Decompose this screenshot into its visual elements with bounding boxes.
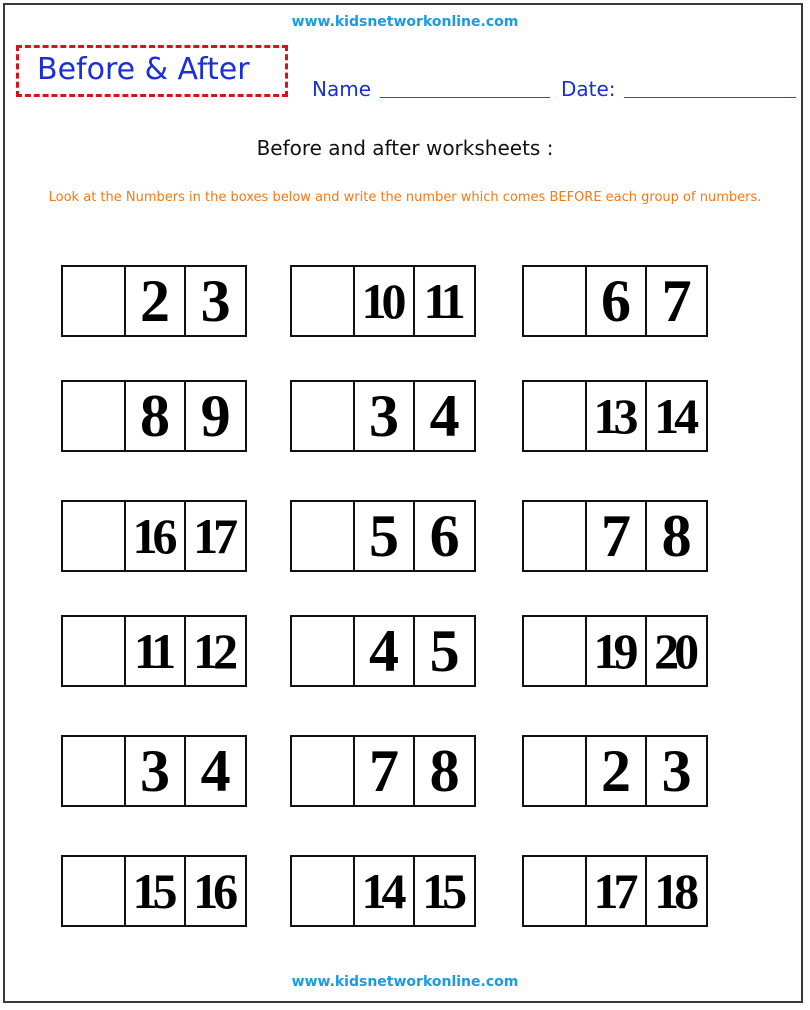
number-value: 16 xyxy=(132,508,173,564)
answer-box[interactable] xyxy=(292,267,353,335)
number-cell xyxy=(184,857,245,925)
number-value: 18 xyxy=(654,863,695,919)
number-group xyxy=(61,500,247,572)
number-group xyxy=(522,615,708,687)
number-cell xyxy=(413,617,474,685)
number-group xyxy=(522,380,708,452)
answer-box[interactable] xyxy=(524,617,585,685)
number-cell xyxy=(124,617,185,685)
name-label: Name xyxy=(312,77,372,101)
number-cell xyxy=(124,857,185,925)
number-cell xyxy=(413,857,474,925)
number-group xyxy=(290,380,476,452)
number-value: 20 xyxy=(654,623,695,679)
number-cell xyxy=(645,382,706,450)
number-value: 10 xyxy=(361,273,402,329)
number-cell xyxy=(353,617,414,685)
answer-box[interactable] xyxy=(63,502,124,570)
number-group xyxy=(61,265,247,337)
answer-box[interactable] xyxy=(524,382,585,450)
number-cell xyxy=(124,382,185,450)
number-value: 5 xyxy=(368,503,399,569)
number-value: 17 xyxy=(593,863,634,919)
number-value: 12 xyxy=(193,623,234,679)
number-value: 14 xyxy=(361,863,402,919)
title-box xyxy=(16,45,288,97)
number-cell xyxy=(124,502,185,570)
number-value: 3 xyxy=(200,268,231,334)
number-value: 15 xyxy=(132,863,173,919)
number-cell xyxy=(184,267,245,335)
number-cell xyxy=(585,737,646,805)
number-value: 15 xyxy=(422,863,463,919)
number-cell xyxy=(124,737,185,805)
number-group xyxy=(522,265,708,337)
number-cell xyxy=(184,382,245,450)
number-group xyxy=(290,615,476,687)
number-cell xyxy=(645,737,706,805)
number-cell xyxy=(353,382,414,450)
date-label: Date: xyxy=(561,77,616,101)
number-value: 3 xyxy=(139,738,170,804)
answer-box[interactable] xyxy=(524,267,585,335)
number-value: 11 xyxy=(423,273,461,329)
number-cell xyxy=(184,617,245,685)
number-value: 7 xyxy=(600,503,631,569)
number-cell xyxy=(124,267,185,335)
number-cell xyxy=(413,737,474,805)
number-group xyxy=(290,500,476,572)
number-cell xyxy=(413,267,474,335)
answer-box[interactable] xyxy=(63,382,124,450)
number-group xyxy=(522,735,708,807)
number-cell xyxy=(585,617,646,685)
number-value: 11 xyxy=(133,623,172,679)
number-cell xyxy=(353,502,414,570)
number-cell xyxy=(353,267,414,335)
number-cell xyxy=(413,502,474,570)
number-value: 6 xyxy=(600,268,631,334)
number-cell xyxy=(585,382,646,450)
number-cell xyxy=(585,267,646,335)
number-group xyxy=(61,615,247,687)
number-value: 16 xyxy=(193,863,234,919)
answer-box[interactable] xyxy=(524,737,585,805)
number-value: 13 xyxy=(593,388,634,444)
number-value: 3 xyxy=(368,383,399,449)
number-cell xyxy=(353,737,414,805)
page-heading: Before and after worksheets : xyxy=(256,136,554,160)
number-value: 8 xyxy=(661,503,692,569)
instructions: Look at the Numbers in the boxes below and write the number which comes BEFORE each group of numbers. xyxy=(48,190,762,205)
worksheet-page xyxy=(3,3,803,1003)
number-cell xyxy=(413,382,474,450)
answer-box[interactable] xyxy=(63,267,124,335)
answer-box[interactable] xyxy=(524,857,585,925)
answer-box[interactable] xyxy=(292,737,353,805)
number-group xyxy=(290,265,476,337)
number-group xyxy=(61,735,247,807)
name-field[interactable] xyxy=(380,97,550,98)
number-value: 9 xyxy=(200,383,231,449)
number-cell xyxy=(645,857,706,925)
number-value: 6 xyxy=(429,503,460,569)
number-value: 8 xyxy=(429,738,460,804)
number-value: 8 xyxy=(139,383,170,449)
number-cell xyxy=(184,737,245,805)
number-value: 7 xyxy=(661,268,692,334)
number-value: 7 xyxy=(368,738,399,804)
number-group xyxy=(290,735,476,807)
number-cell xyxy=(353,857,414,925)
number-cell xyxy=(184,502,245,570)
answer-box[interactable] xyxy=(524,502,585,570)
number-cell xyxy=(645,267,706,335)
number-group xyxy=(290,855,476,927)
number-value: 17 xyxy=(193,508,234,564)
number-group xyxy=(61,380,247,452)
site-link-top[interactable]: www.kidsnetworkonline.com xyxy=(291,14,519,30)
answer-box[interactable] xyxy=(292,617,353,685)
number-group xyxy=(61,855,247,927)
number-value: 5 xyxy=(429,618,460,684)
number-group xyxy=(522,855,708,927)
worksheet-title: Before & After xyxy=(37,52,250,87)
answer-box[interactable] xyxy=(63,617,124,685)
answer-box[interactable] xyxy=(63,737,124,805)
number-value: 4 xyxy=(200,738,231,804)
answer-box[interactable] xyxy=(292,382,353,450)
number-cell xyxy=(645,617,706,685)
number-value: 2 xyxy=(139,268,170,334)
answer-box[interactable] xyxy=(63,857,124,925)
answer-box[interactable] xyxy=(292,502,353,570)
number-value: 19 xyxy=(593,623,634,679)
number-group xyxy=(522,500,708,572)
site-link-bottom[interactable]: www.kidsnetworkonline.com xyxy=(291,974,519,990)
answer-box[interactable] xyxy=(292,857,353,925)
number-cell xyxy=(585,502,646,570)
number-value: 2 xyxy=(600,738,631,804)
number-cell xyxy=(585,857,646,925)
number-value: 14 xyxy=(654,388,695,444)
number-value: 4 xyxy=(429,383,460,449)
date-field[interactable] xyxy=(624,97,796,98)
number-value: 4 xyxy=(368,618,399,684)
number-value: 3 xyxy=(661,738,692,804)
number-cell xyxy=(645,502,706,570)
